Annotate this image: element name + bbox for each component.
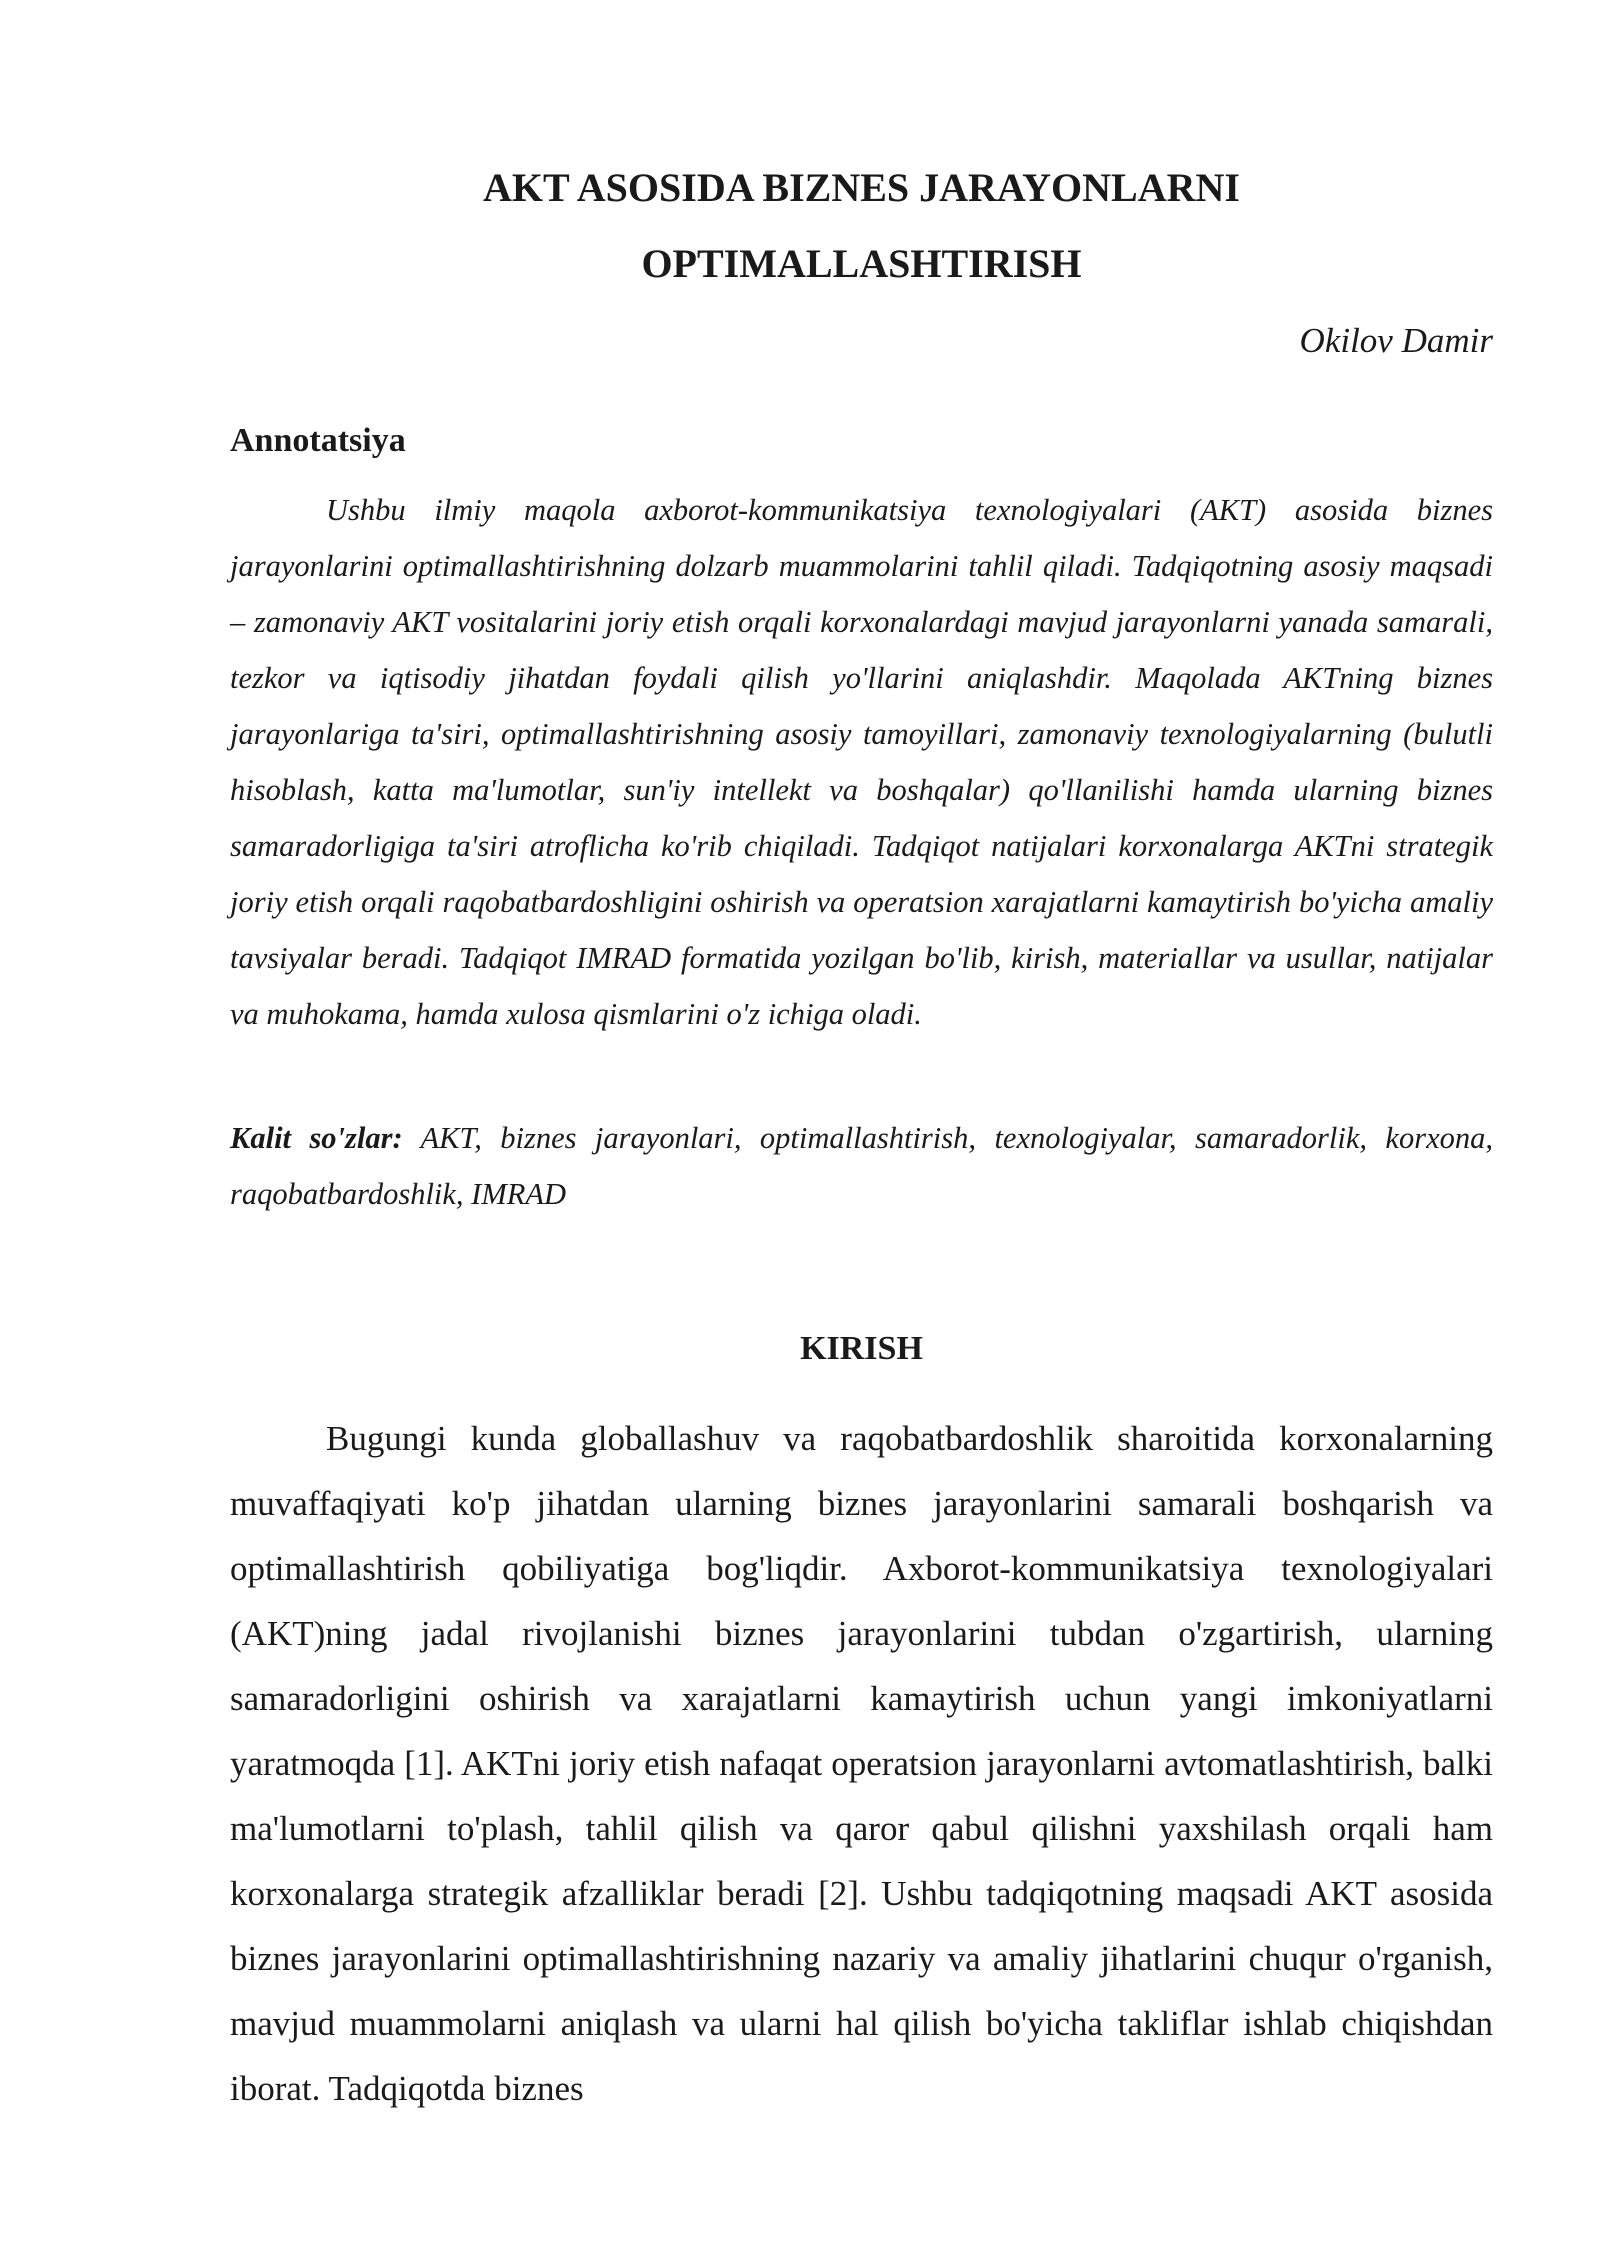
paper-title-line-2: OPTIMALLASHTIRISH xyxy=(641,241,1082,286)
keywords-text: AKT, biznes jarayonlari, optimallashtirish, texnologiyalar, samaradorlik, korxona, raqobatbardoshlik, IMRAD xyxy=(230,1121,1493,1211)
annotation-text: Ushbu ilmiy maqola axborot-kommunikatsiya texnologiyalari (AKT) asosida biznes jarayonlarini optimallashtirishning dolzarb muammolarini tahlil qiladi. Tadqiqotning asosiy maqsadi – zamonaviy AKT vositalarini joriy etish orqali korxonalardagi mavjud jarayonlarni yanada samarali, tezkor va iqtisodiy jihatdan foydali qilish yo'llarini aniqlashdir. Maqolada AKTning biznes jarayonlariga ta'siri, optimallashtirishning asosiy tamoyillari, zamonaviy texnologiyalarning (bulutli hisoblash, katta ma'lumotlar, sun'iy intellekt va boshqalar) qo'llanilishi hamda ularning biznes samaradorligiga ta'siri atroflicha ko'rib chiqiladi. Tadqiqot natijalari korxonalarga AKTni strategik joriy etish orqali raqobatbardoshligini oshirish va operatsion xarajatlarni kamaytirish bo'yicha amaliy tavsiyalar beradi. Tadqiqot IMRAD formatida yozilgan bo'lib, kirish, materiallar va usullar, natijalar va muhokama, hamda xulosa qismlarini o'z ichiga oladi. xyxy=(230,493,1493,1031)
paper-title-line-1: AKT ASOSIDA BIZNES JARAYONLARNI xyxy=(483,165,1240,210)
author-name: Okilov Damir xyxy=(1299,321,1493,360)
introduction-heading: KIRISH xyxy=(800,1330,923,1367)
introduction-text: Bugungi kunda globallashuv va raqobatbardoshlik sharoitida korxonalarning muvaffaqiyati ko'p jihatdan ularning biznes jarayonlarini samarali boshqarish va optimallashtirish qobiliyatiga bog'liqdir. Axborot-kommunikatsiya texnologiyalari (AKT)ning jadal rivojlanishi biznes jarayonlarini tubdan o'zgartirish, ularning samaradorligini oshirish va xarajatlarni kamaytirish uchun yangi imkoniyatlarni yaratmoqda [1]. AKTni joriy etish nafaqat operatsion jarayonlarni avtomatlashtirish, balki ma'lumotlarni to'plash, tahlil qilish va qaror qabul qilishni yaxshilash orqali ham korxonalarga strategik afzalliklar beradi [2]. Ushbu tadqiqotning maqsadi AKT asosida biznes jarayonlarini optimallashtirishning nazariy va amaliy jihatlarini chuqur o'rganish, mavjud muammolarni aniqlash va ularni hal qilish bo'yicha takliflar ishlab chiqishdan iborat. Tadqiqotda biznes xyxy=(230,1419,1493,2108)
keywords-label: Kalit so'zlar: xyxy=(230,1121,403,1155)
paper-title xyxy=(230,150,1493,302)
annotation-heading: Annotatsiya xyxy=(230,422,406,459)
keywords-paragraph xyxy=(230,1110,1493,1222)
